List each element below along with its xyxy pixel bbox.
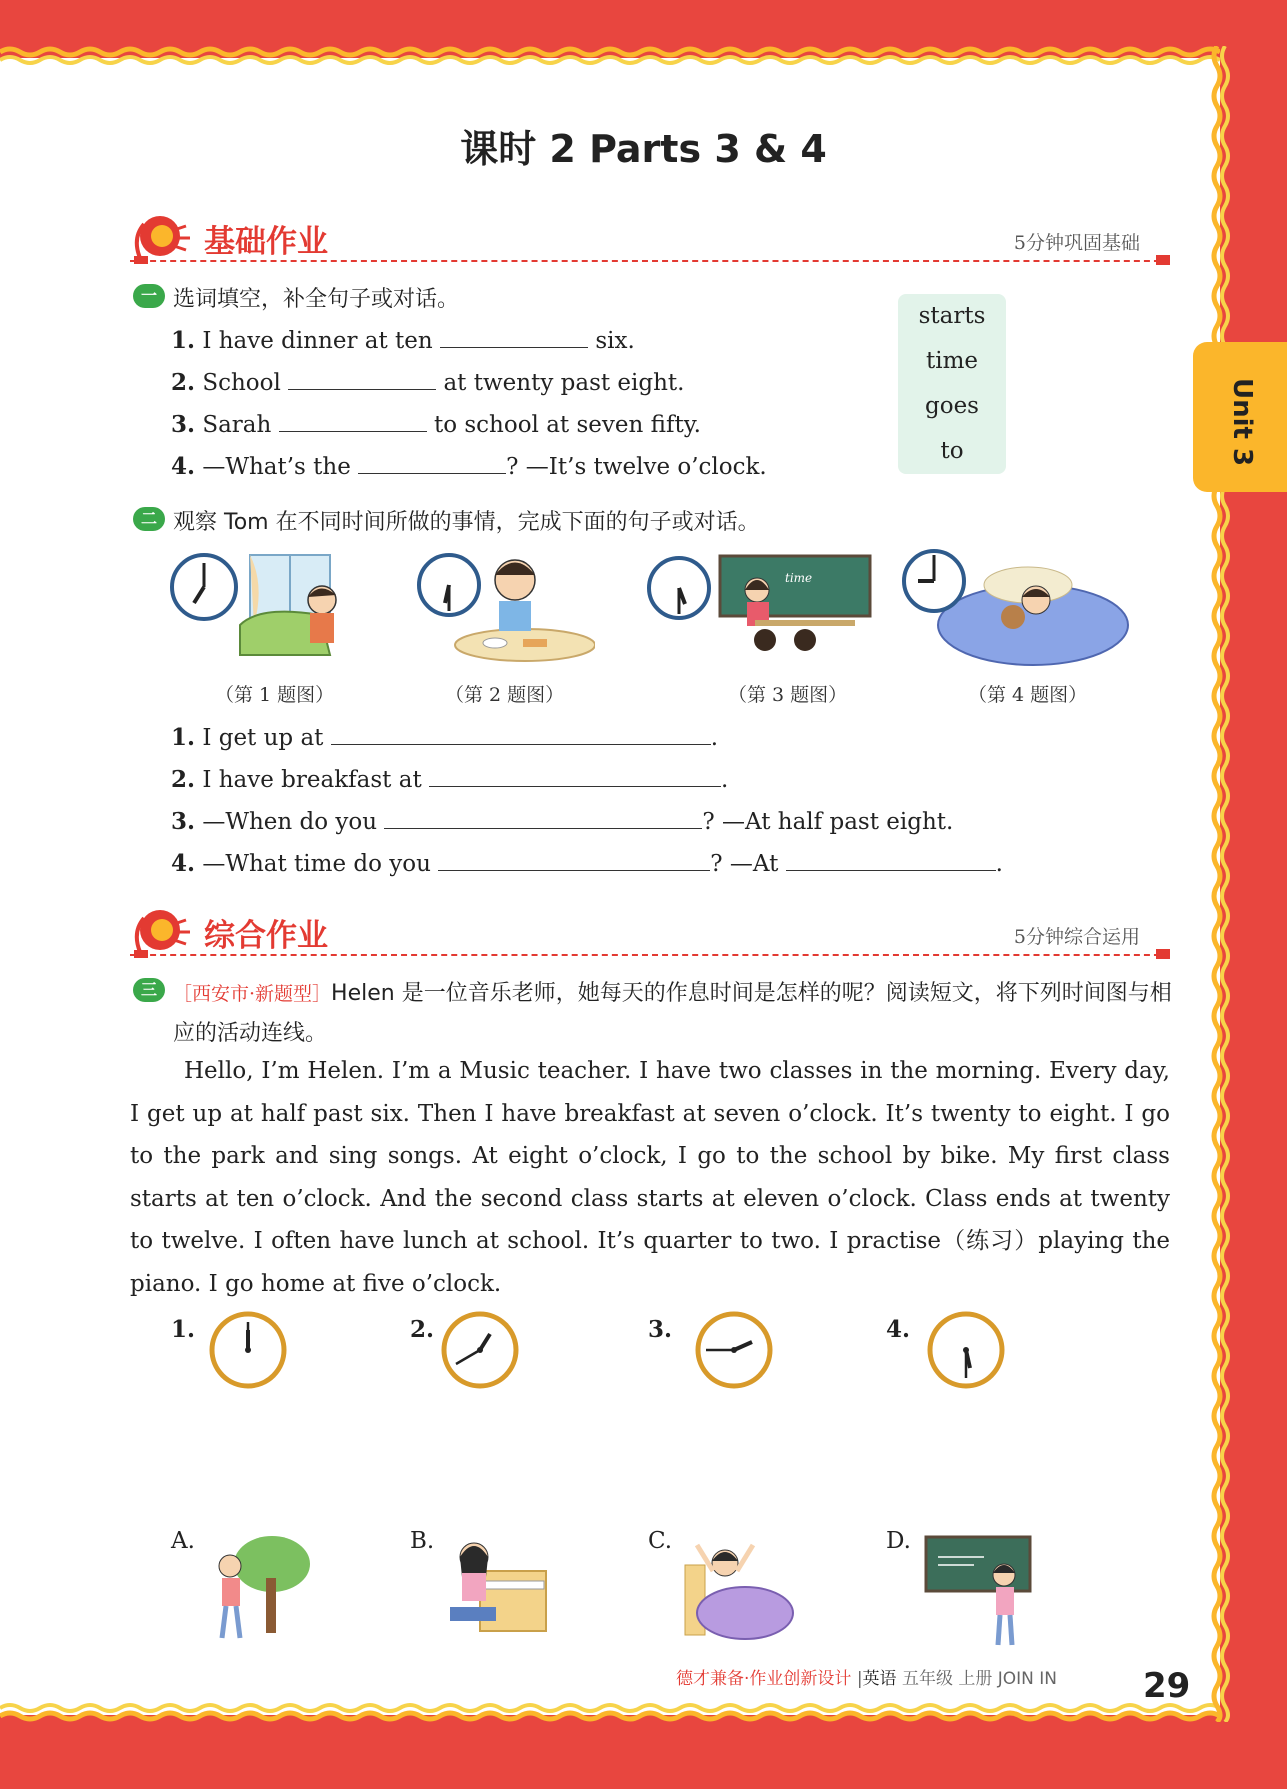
word-bank — [898, 294, 1006, 474]
picture-wake-up — [675, 1535, 795, 1650]
q2-line-2: 2. I have breakfast at . — [171, 766, 729, 793]
q2-line-3: 3. —When do you ? —At half past eight. — [171, 808, 954, 835]
bottom-wave-border — [0, 1700, 1220, 1722]
unit-tab-label: Unit 3 — [1227, 378, 1257, 467]
clock-icon — [904, 551, 964, 611]
word-bank-item: starts — [918, 303, 986, 329]
section-divider — [130, 260, 1170, 262]
clock-icon-3 — [694, 1310, 774, 1390]
footer-brand: 德才兼备·作业创新设计 — [676, 1669, 852, 1689]
footer-separator: | — [856, 1669, 863, 1689]
reading-passage — [130, 1050, 1170, 1305]
picture-label-d: D. — [886, 1528, 911, 1554]
q1-line-3: 3. Sarah to school at seven fifty. — [171, 411, 701, 438]
q3-instruction: Helen 是一位音乐老师，她每天的作息时间是怎样的呢？阅读短文，将下列时间图与相应的活动连线。 — [173, 981, 1172, 1046]
picture-sleep — [898, 545, 1133, 670]
picture-class — [645, 550, 875, 660]
word-bank-item: goes — [925, 393, 979, 419]
picture-get-up — [170, 545, 360, 665]
right-wave-border — [1210, 46, 1232, 1722]
word-bank-item: time — [925, 348, 979, 374]
footer — [676, 1664, 1057, 1689]
unit-tab — [1193, 342, 1287, 492]
word-bank-item: to — [940, 438, 964, 464]
answer-blank[interactable] — [429, 764, 721, 787]
picture-label-c: C. — [648, 1528, 673, 1554]
passage-text: Hello, I’m Helen. I’m a Music teacher. I have two classes in the morning. Every day, I get up at half past six. Then I have breakfast at seven o’clock. It’s twenty to eight. I go to the park and sing songs. At eight o’clock, I go to the school by bike. My first class starts at ten o’clock. And the second class starts at eleven o’clock. Class ends at twenty to twelve. I often have lunch at school. It’s quarter to two. I practise（练习）playing the piano. I go home at five o’clock. — [130, 1058, 1170, 1297]
clock-label-2: 2. — [410, 1316, 435, 1343]
clock-label-4: 4. — [886, 1316, 911, 1343]
section-divider-end — [1156, 949, 1170, 959]
clock-icon — [649, 558, 709, 618]
lesson-title: 课时 2 Parts 3 & 4 — [460, 127, 827, 171]
section-divider — [130, 954, 1170, 956]
q1-line-4: 4. —What’s the ? —It’s twelve o’clock. — [171, 453, 767, 480]
clock-label-1: 1. — [171, 1316, 196, 1343]
q2-line-4: 4. —What time do you ? —At . — [171, 850, 1003, 877]
q2-badge: 二 — [133, 507, 165, 531]
section-comp-title: 综合作业 — [204, 918, 328, 954]
q3-title — [173, 974, 1173, 1054]
footer-volume: 上册 — [958, 1669, 993, 1689]
section-comp-header — [130, 902, 1170, 962]
picture-teaching — [924, 1535, 1034, 1650]
clock-label-3: 3. — [648, 1316, 673, 1343]
answer-blank[interactable] — [438, 848, 710, 871]
picture-caption-3: （第 3 题图） — [728, 684, 848, 706]
footer-grade: 五年级 — [901, 1669, 953, 1689]
footer-subject: 英语 — [862, 1669, 897, 1689]
page-number: 29 — [1143, 1666, 1191, 1706]
answer-blank[interactable] — [331, 722, 711, 745]
picture-label-a: A. — [171, 1528, 195, 1554]
q2-title: 观察 Tom 在不同时间所做的事情，完成下面的句子或对话。 — [173, 510, 760, 535]
q1-line-2: 2. School at twenty past eight. — [171, 369, 685, 396]
q3-badge: 三 — [133, 978, 165, 1002]
q1-title: 选词填空，补全句子或对话。 — [173, 287, 460, 312]
picture-caption-1: （第 1 题图） — [215, 684, 335, 706]
section-comp-subtitle: 5分钟综合运用 — [1013, 926, 1140, 948]
alarm-clock-icon — [130, 208, 196, 268]
q2-line-1: 1. I get up at . — [171, 724, 719, 751]
section-basic-subtitle: 5分钟巩固基础 — [1013, 232, 1140, 254]
q1-badge: 一 — [133, 284, 165, 308]
picture-caption-2: （第 2 题图） — [445, 684, 565, 706]
clock-icon — [172, 555, 236, 619]
alarm-clock-icon — [130, 902, 196, 962]
clock-icon-2 — [440, 1310, 520, 1390]
clock-icon-4 — [926, 1310, 1006, 1390]
section-basic-header — [130, 208, 1170, 268]
section-basic-title: 基础作业 — [204, 224, 328, 260]
answer-blank[interactable] — [288, 367, 436, 390]
picture-caption-4: （第 4 题图） — [968, 684, 1088, 706]
answer-blank[interactable] — [279, 409, 427, 432]
board-word: time — [785, 571, 813, 585]
clock-icon — [419, 555, 479, 615]
section-divider-end — [1156, 255, 1170, 265]
picture-park-singing — [200, 1528, 315, 1648]
picture-piano — [440, 1535, 550, 1650]
q3-source: ［西安市·新题型］ — [173, 983, 332, 1005]
clock-icon-1 — [208, 1310, 288, 1390]
q1-line-1: 1. I have dinner at ten six. — [171, 327, 635, 354]
picture-label-b: B. — [410, 1528, 435, 1554]
footer-series: JOIN IN — [997, 1669, 1058, 1689]
answer-blank[interactable] — [384, 806, 702, 829]
answer-blank[interactable] — [786, 848, 996, 871]
top-wave-border — [0, 46, 1220, 68]
answer-blank[interactable] — [358, 451, 506, 474]
picture-breakfast — [415, 545, 595, 665]
answer-blank[interactable] — [440, 325, 588, 348]
